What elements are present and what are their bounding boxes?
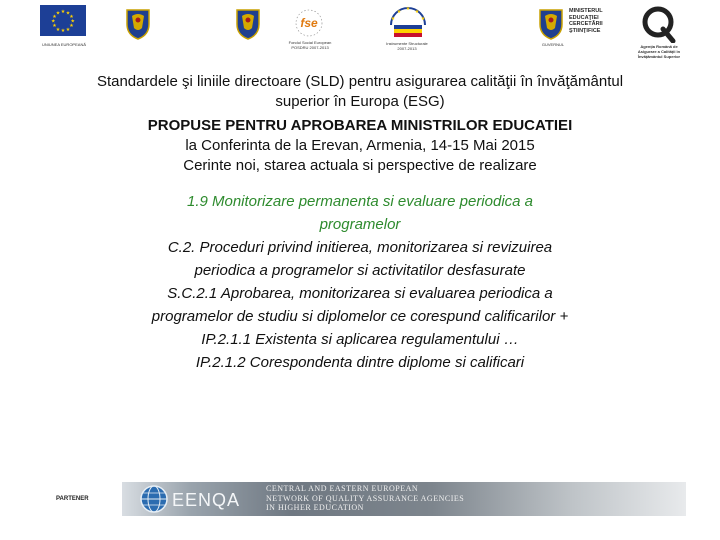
is-caption-line: Instrumente Structurale bbox=[386, 41, 428, 46]
svg-text:★: ★ bbox=[414, 9, 420, 15]
romania-coat-of-arms-icon bbox=[537, 6, 565, 40]
eenqa-logo-text: EENQA bbox=[172, 490, 241, 510]
ministry-line: CERCETĂRII bbox=[569, 21, 603, 27]
indicator-line: IP.2.1.1 Existenta si aplicarea regulamentului … bbox=[201, 331, 519, 348]
is-caption bbox=[374, 41, 440, 51]
svg-text:★: ★ bbox=[396, 9, 402, 15]
standard-line: S.C.2.1 Aprobarea, monitorizarea si evaluarea periodica a bbox=[167, 285, 553, 302]
fse-caption bbox=[283, 40, 337, 50]
banner-line: NETWORK OF QUALITY ASSURANCE AGENCIES bbox=[266, 493, 465, 503]
banner-line: CENTRAL AND EASTERN EUROPEAN bbox=[266, 484, 419, 493]
svg-text:★: ★ bbox=[55, 26, 61, 33]
svg-text:★: ★ bbox=[70, 18, 76, 25]
aracis-caption bbox=[622, 44, 696, 59]
eu-stars-icon bbox=[40, 5, 86, 36]
globe-icon bbox=[138, 483, 170, 515]
eu-caption: UNIUNEA EUROPEANĂ bbox=[41, 42, 86, 47]
document-title bbox=[60, 72, 660, 112]
fse-logo-icon bbox=[290, 6, 328, 40]
svg-text:★: ★ bbox=[50, 18, 56, 25]
aracis-caption-line: Agenţia Română de bbox=[640, 44, 678, 49]
svg-text:★: ★ bbox=[60, 28, 66, 35]
structural-instruments-logo-icon bbox=[383, 5, 433, 41]
standard-heading-line: programelor bbox=[319, 216, 401, 233]
subtitle-line: Cerinte noi, starea actuala si perspective de realizare bbox=[183, 157, 537, 174]
svg-text:★: ★ bbox=[69, 23, 74, 30]
fse-caption-line: Fondul Social European bbox=[288, 40, 332, 45]
eu-flag-logo bbox=[40, 5, 86, 36]
svg-text:★: ★ bbox=[60, 9, 66, 15]
svg-text:★: ★ bbox=[420, 16, 426, 22]
subtitle-line: PROPUSE PENTRU APROBAREA MINISTRILOR EDUCATIEI bbox=[147, 117, 573, 134]
partner-label: PARTENER bbox=[56, 496, 89, 502]
aracis-caption-line: Învăţământul Superior bbox=[637, 54, 681, 59]
svg-text:fse: fse bbox=[300, 16, 318, 30]
svg-text:★: ★ bbox=[55, 10, 61, 17]
ministry-line: ŞTIINŢIFICE bbox=[569, 27, 601, 34]
title-line: superior în Europa (ESG) bbox=[275, 93, 445, 110]
title-line: Standardele şi liniile directoare (SLD) pentru asigurarea calităţii în învăţământul bbox=[96, 73, 624, 90]
banner-line: IN HIGHER EDUCATION bbox=[266, 503, 364, 512]
aracis-q-logo-icon bbox=[641, 5, 677, 43]
subtitle-line: la Conferinta de la Erevan, Armenia, 14-15 Mai 2015 bbox=[185, 137, 535, 154]
romania-coat-of-arms-icon bbox=[124, 6, 152, 40]
svg-text:★: ★ bbox=[390, 16, 396, 22]
svg-text:★: ★ bbox=[52, 14, 57, 20]
document-body bbox=[60, 190, 660, 374]
is-caption-line: 2007-2013 bbox=[397, 46, 417, 51]
document-subtitle bbox=[60, 116, 660, 176]
fse-caption-line: POSDRU 2007-2013 bbox=[291, 45, 329, 50]
ministry-line: EDUCAŢIEI bbox=[569, 14, 599, 21]
ministry-name bbox=[569, 8, 629, 34]
svg-text:★: ★ bbox=[52, 23, 57, 30]
indicator-line: IP.2.1.2 Corespondenta dintre diplome si calificari bbox=[195, 354, 525, 371]
svg-text:★: ★ bbox=[69, 14, 74, 20]
standard-heading-line: 1.9 Monitorizare permanenta si evaluare periodica a bbox=[186, 193, 534, 210]
eenqa-network-name bbox=[266, 484, 464, 513]
criterion-line: C.2. Proceduri privind initierea, monitorizarea si revizuirea bbox=[167, 239, 553, 256]
aracis-caption-line: Asigurare a Calităţii în bbox=[637, 49, 681, 54]
ministry-line: MINISTERUL bbox=[569, 8, 603, 14]
svg-text:★: ★ bbox=[65, 10, 71, 17]
ministry-caption: GUVERNUL bbox=[541, 42, 565, 47]
svg-text:★: ★ bbox=[405, 6, 411, 12]
romania-coat-of-arms-icon bbox=[234, 6, 262, 40]
standard-line: programelor de studiu si diplomelor ce corespund calificarilor + bbox=[151, 308, 569, 325]
criterion-line: periodica a programelor si activitatilor desfasurate bbox=[194, 262, 526, 279]
svg-text:★: ★ bbox=[65, 26, 71, 33]
